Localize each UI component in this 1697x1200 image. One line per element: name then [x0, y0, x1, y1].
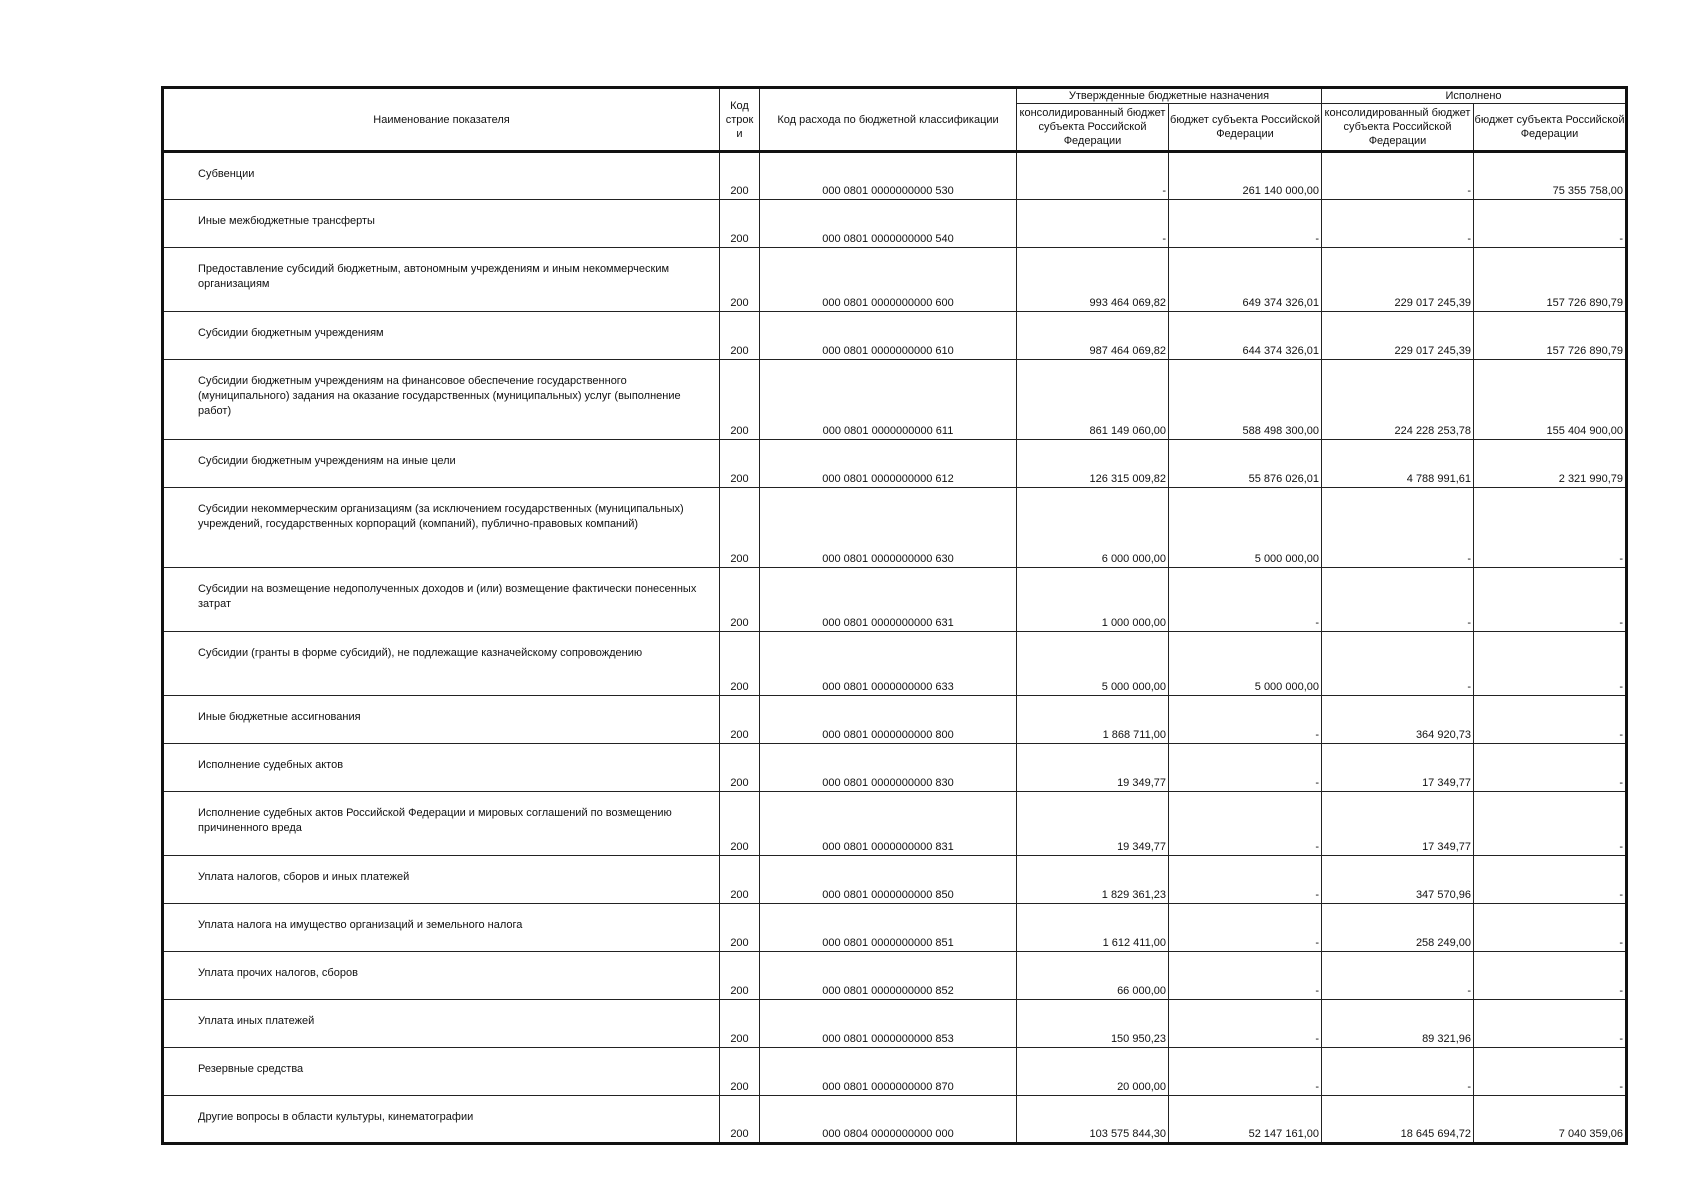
header-executed-consolidated: консолидированный бюджет субъекта Российской Федерации	[1322, 104, 1474, 152]
row-approved-consolidated: -	[1017, 200, 1169, 248]
row-executed-consolidated: -	[1322, 952, 1474, 1000]
row-approved-subject: 5 000 000,00	[1169, 488, 1322, 568]
row-name: Иные межбюджетные трансферты	[163, 200, 720, 248]
row-name: Уплата налога на имущество организаций и земельного налога	[163, 904, 720, 952]
header-executed-subject: бюджет субъекта Российской Федерации	[1474, 104, 1627, 152]
table-row	[163, 696, 1627, 744]
row-name: Предоставление субсидий бюджетным, автономным учреждениям и иным некоммерческим организациям	[163, 248, 720, 312]
row-executed-consolidated: 17 349,77	[1322, 792, 1474, 856]
row-line-code: 200	[720, 1048, 760, 1096]
row-executed-consolidated: 224 228 253,78	[1322, 360, 1474, 440]
row-line-code: 200	[720, 952, 760, 1000]
row-name: Субсидии (гранты в форме субсидий), не подлежащие казначейскому сопровождению	[163, 632, 720, 696]
row-executed-consolidated: 258 249,00	[1322, 904, 1474, 952]
row-name: Субвенции	[163, 152, 720, 200]
row-executed-subject: -	[1474, 1048, 1627, 1096]
table-row	[163, 952, 1627, 1000]
row-executed-subject: 155 404 900,00	[1474, 360, 1627, 440]
table-row	[163, 360, 1627, 440]
table-row	[163, 744, 1627, 792]
row-name: Субсидии бюджетным учреждениям на иные цели	[163, 440, 720, 488]
row-executed-subject: -	[1474, 744, 1627, 792]
header-line-code: Код строк и	[720, 88, 760, 152]
row-kbk: 000 0801 0000000000 830	[760, 744, 1017, 792]
row-executed-subject: 7 040 359,06	[1474, 1096, 1627, 1144]
row-executed-consolidated: -	[1322, 488, 1474, 568]
row-executed-consolidated: 18 645 694,72	[1322, 1096, 1474, 1144]
row-approved-subject: 261 140 000,00	[1169, 152, 1322, 200]
row-executed-subject: 75 355 758,00	[1474, 152, 1627, 200]
row-approved-consolidated: 1 829 361,23	[1017, 856, 1169, 904]
row-executed-subject: 157 726 890,79	[1474, 312, 1627, 360]
row-kbk: 000 0801 0000000000 851	[760, 904, 1017, 952]
table-row	[163, 792, 1627, 856]
row-executed-consolidated: 229 017 245,39	[1322, 248, 1474, 312]
table-row	[163, 1000, 1627, 1048]
table-row	[163, 632, 1627, 696]
row-line-code: 200	[720, 1000, 760, 1048]
row-kbk: 000 0801 0000000000 630	[760, 488, 1017, 568]
row-name: Уплата прочих налогов, сборов	[163, 952, 720, 1000]
row-line-code: 200	[720, 152, 760, 200]
row-approved-consolidated: 150 950,23	[1017, 1000, 1169, 1048]
table-row	[163, 152, 1627, 200]
row-approved-consolidated: 5 000 000,00	[1017, 632, 1169, 696]
row-line-code: 200	[720, 632, 760, 696]
row-executed-consolidated: 4 788 991,61	[1322, 440, 1474, 488]
row-executed-subject: -	[1474, 856, 1627, 904]
row-line-code: 200	[720, 200, 760, 248]
table-row	[163, 904, 1627, 952]
row-line-code: 200	[720, 856, 760, 904]
row-executed-consolidated: -	[1322, 200, 1474, 248]
table-row	[163, 248, 1627, 312]
row-approved-subject: -	[1169, 904, 1322, 952]
table-row	[163, 312, 1627, 360]
row-name: Другие вопросы в области культуры, кинематографии	[163, 1096, 720, 1144]
table-row	[163, 200, 1627, 248]
row-executed-consolidated: -	[1322, 1048, 1474, 1096]
row-approved-consolidated: 1 868 711,00	[1017, 696, 1169, 744]
row-name: Уплата иных платежей	[163, 1000, 720, 1048]
row-approved-consolidated: -	[1017, 152, 1169, 200]
row-approved-subject: -	[1169, 792, 1322, 856]
row-line-code: 200	[720, 696, 760, 744]
row-name: Исполнение судебных актов Российской Федерации и мировых соглашений по возмещению причиненного вреда	[163, 792, 720, 856]
row-approved-subject: 5 000 000,00	[1169, 632, 1322, 696]
row-line-code: 200	[720, 904, 760, 952]
row-approved-consolidated: 66 000,00	[1017, 952, 1169, 1000]
row-executed-consolidated: 89 321,96	[1322, 1000, 1474, 1048]
row-line-code: 200	[720, 792, 760, 856]
row-approved-subject: -	[1169, 696, 1322, 744]
row-approved-subject: -	[1169, 568, 1322, 632]
row-approved-consolidated: 861 149 060,00	[1017, 360, 1169, 440]
row-kbk: 000 0801 0000000000 853	[760, 1000, 1017, 1048]
row-line-code: 200	[720, 744, 760, 792]
header-approved-subject: бюджет субъекта Российской Федерации	[1169, 104, 1322, 152]
row-approved-subject: -	[1169, 952, 1322, 1000]
row-approved-consolidated: 20 000,00	[1017, 1048, 1169, 1096]
row-name: Субсидии на возмещение недополученных доходов и (или) возмещение фактически понесенных затрат	[163, 568, 720, 632]
row-kbk: 000 0801 0000000000 850	[760, 856, 1017, 904]
row-approved-consolidated: 1 612 411,00	[1017, 904, 1169, 952]
header-name: Наименование показателя	[163, 88, 720, 152]
row-executed-consolidated: -	[1322, 632, 1474, 696]
row-approved-consolidated: 103 575 844,30	[1017, 1096, 1169, 1144]
row-kbk: 000 0801 0000000000 800	[760, 696, 1017, 744]
row-executed-subject: 2 321 990,79	[1474, 440, 1627, 488]
header-kbk: Код расхода по бюджетной классификации	[760, 88, 1017, 152]
row-approved-consolidated: 987 464 069,82	[1017, 312, 1169, 360]
row-name: Уплата налогов, сборов и иных платежей	[163, 856, 720, 904]
row-kbk: 000 0801 0000000000 831	[760, 792, 1017, 856]
row-kbk: 000 0804 0000000000 000	[760, 1096, 1017, 1144]
header-approved-group: Утвержденные бюджетные назначения	[1017, 88, 1322, 104]
header-executed-group: Исполнено	[1322, 88, 1627, 104]
row-executed-consolidated: 347 570,96	[1322, 856, 1474, 904]
row-executed-subject: -	[1474, 200, 1627, 248]
row-approved-consolidated: 19 349,77	[1017, 792, 1169, 856]
row-line-code: 200	[720, 248, 760, 312]
row-kbk: 000 0801 0000000000 631	[760, 568, 1017, 632]
row-approved-consolidated: 126 315 009,82	[1017, 440, 1169, 488]
row-approved-subject: -	[1169, 200, 1322, 248]
row-approved-subject: 55 876 026,01	[1169, 440, 1322, 488]
row-kbk: 000 0801 0000000000 600	[760, 248, 1017, 312]
row-line-code: 200	[720, 360, 760, 440]
row-name: Субсидии бюджетным учреждениям на финансовое обеспечение государственного (муниципального) задания на оказание государственных (муниципальных) услуг (выполнение работ)	[163, 360, 720, 440]
table-body	[163, 152, 1627, 1144]
row-name: Иные бюджетные ассигнования	[163, 696, 720, 744]
row-name: Субсидии бюджетным учреждениям	[163, 312, 720, 360]
table-row	[163, 488, 1627, 568]
row-kbk: 000 0801 0000000000 610	[760, 312, 1017, 360]
row-kbk: 000 0801 0000000000 870	[760, 1048, 1017, 1096]
row-approved-subject: -	[1169, 1000, 1322, 1048]
budget-execution-table	[161, 86, 1628, 1145]
row-approved-subject: -	[1169, 744, 1322, 792]
row-approved-subject: 644 374 326,01	[1169, 312, 1322, 360]
row-executed-subject: -	[1474, 904, 1627, 952]
row-kbk: 000 0801 0000000000 540	[760, 200, 1017, 248]
row-approved-consolidated: 1 000 000,00	[1017, 568, 1169, 632]
row-executed-consolidated: -	[1322, 152, 1474, 200]
row-approved-subject: 52 147 161,00	[1169, 1096, 1322, 1144]
row-line-code: 200	[720, 1096, 760, 1144]
table-row	[163, 856, 1627, 904]
row-line-code: 200	[720, 488, 760, 568]
row-executed-consolidated: 229 017 245,39	[1322, 312, 1474, 360]
table-header	[163, 88, 1627, 152]
table-row	[163, 1096, 1627, 1144]
row-approved-subject: 649 374 326,01	[1169, 248, 1322, 312]
row-name: Субсидии некоммерческим организациям (за исключением государственных (муниципальных) учреждений, государственных корпораций (компаний), публично-правовых компаний)	[163, 488, 720, 568]
table-row	[163, 440, 1627, 488]
row-approved-consolidated: 993 464 069,82	[1017, 248, 1169, 312]
row-executed-subject: 157 726 890,79	[1474, 248, 1627, 312]
row-kbk: 000 0801 0000000000 611	[760, 360, 1017, 440]
table-row	[163, 568, 1627, 632]
row-executed-consolidated: -	[1322, 568, 1474, 632]
row-kbk: 000 0801 0000000000 530	[760, 152, 1017, 200]
row-executed-subject: -	[1474, 568, 1627, 632]
row-line-code: 200	[720, 312, 760, 360]
row-executed-subject: -	[1474, 632, 1627, 696]
row-kbk: 000 0801 0000000000 612	[760, 440, 1017, 488]
row-line-code: 200	[720, 440, 760, 488]
row-executed-subject: -	[1474, 488, 1627, 568]
row-executed-consolidated: 17 349,77	[1322, 744, 1474, 792]
row-name: Исполнение судебных актов	[163, 744, 720, 792]
row-name: Резервные средства	[163, 1048, 720, 1096]
row-executed-subject: -	[1474, 696, 1627, 744]
row-executed-consolidated: 364 920,73	[1322, 696, 1474, 744]
row-approved-consolidated: 6 000 000,00	[1017, 488, 1169, 568]
row-executed-subject: -	[1474, 1000, 1627, 1048]
row-approved-subject: -	[1169, 856, 1322, 904]
table-row	[163, 1048, 1627, 1096]
row-approved-subject: 588 498 300,00	[1169, 360, 1322, 440]
row-executed-subject: -	[1474, 952, 1627, 1000]
row-kbk: 000 0801 0000000000 633	[760, 632, 1017, 696]
header-approved-consolidated: консолидированный бюджет субъекта Российской Федерации	[1017, 104, 1169, 152]
row-approved-subject: -	[1169, 1048, 1322, 1096]
row-kbk: 000 0801 0000000000 852	[760, 952, 1017, 1000]
row-approved-consolidated: 19 349,77	[1017, 744, 1169, 792]
row-executed-subject: -	[1474, 792, 1627, 856]
row-line-code: 200	[720, 568, 760, 632]
